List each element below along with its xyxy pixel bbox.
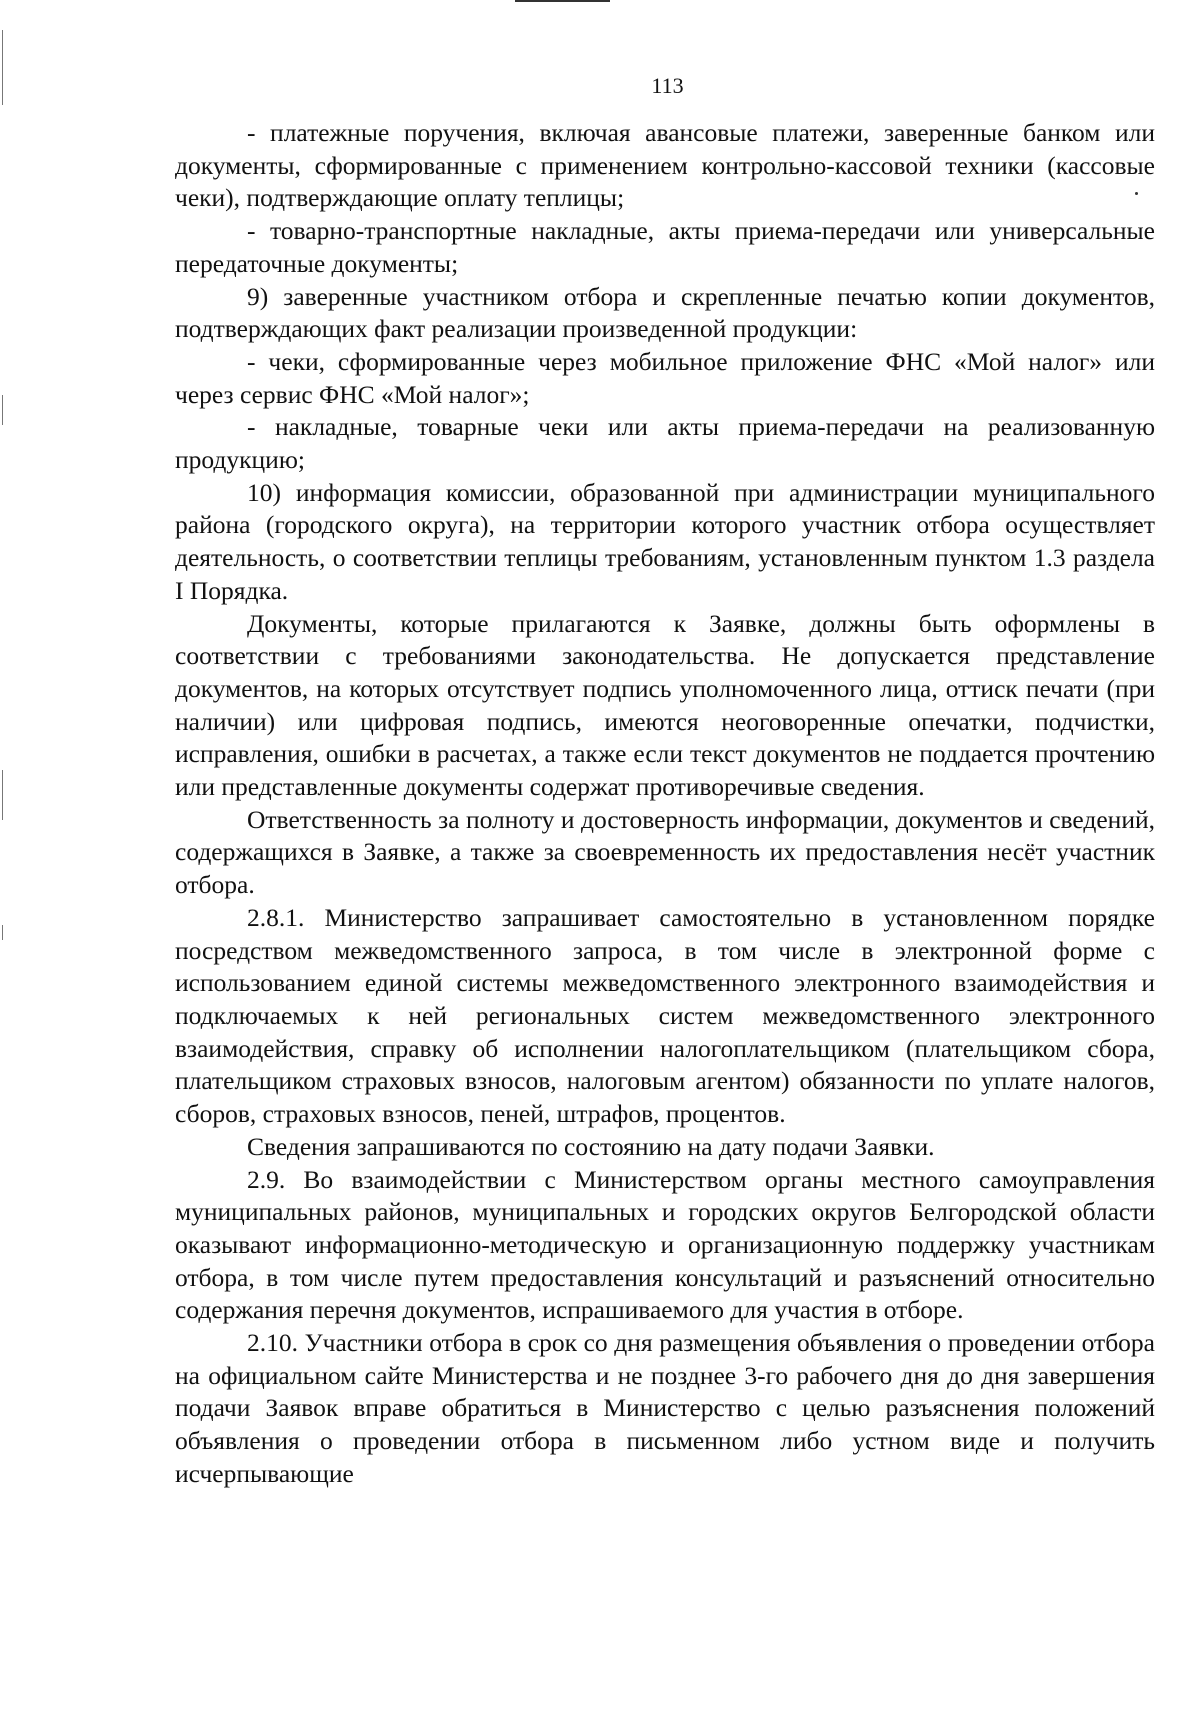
scan-left-edge-mark: [2, 925, 3, 940]
scan-left-edge-mark: [2, 395, 3, 425]
paragraph-waybills: - товарно-транспортные накладные, акты приема-передачи или универсальные передаточные документы;: [175, 216, 1155, 278]
paragraph-section-2-8-1: 2.8.1. Министерство запрашивает самостоятельно в установленном порядке посредством межведомственного запроса, в том числе в электронной форме с использованием единой системы межведомственного электронного взаимодействия и подключаемых к ней региональных систем межведомственного электронного взаимодействия, справку об исполнении налогоплательщиком (плательщиком сбора, плательщиком страховых взносов, налоговым агентом) обязанности по уплате налогов, сборов, страховых взносов, пеней, штрафов, процентов.: [175, 902, 1155, 1129]
paragraph-information-request-date: Сведения запрашиваются по состоянию на дату подачи Заявки.: [247, 1131, 935, 1161]
paragraph-document-requirements: Документы, которые прилагаются к Заявке, должны быть оформлены в соответствии с требованиями законодательства. Не допускается представление документов, на которых отсутствует подпись уполномоченного лица, оттиск печати (при наличии) или цифровая подпись, имеются неоговоренные опечатки, подчистки, исправления, ошибки в расчетах, а также если текст документов не поддается прочтению или представленные документы содержат противоречивые сведения.: [175, 608, 1155, 802]
paragraph-section-2-9: 2.9. Во взаимодействии с Министерством органы местного самоуправления муниципальных районов, муниципальных и городских округов Белгородской области оказывают информационно-методическую и организационную поддержку участникам отбора, в том числе путем предоставления консультаций и разъяснений относительно содержания перечня документов, испрашиваемого для участия в отборе.: [175, 1164, 1155, 1325]
paragraph-item-9: 9) заверенные участником отбора и скрепленные печатью копии документов, подтверждающих факт реализации произведенной продукции:: [175, 281, 1155, 344]
scan-left-edge-mark: [2, 770, 3, 820]
paragraph-section-2-10: 2.10. Участники отбора в срок со дня размещения объявления о проведении отбора на официальном сайте Министерства и не позднее 3-го рабочего дня до дня завершения подачи Заявок вправе обратиться в Министерство с целью разъяснения положений объявления о проведении отбора в письменном либо устном виде и получить исчерпывающие: [175, 1328, 1155, 1488]
paragraph-item-10: 10) информация комиссии, образованной при администрации муниципального района (городского округа), на территории которого участник отбора осуществляет деятельность, о соответствии теплицы требованиям, установленным пунктом 1.3 раздела I Порядка.: [175, 477, 1155, 605]
paragraph-receipts: - чеки, сформированные через мобильное приложение ФНС «Мой налог» или через сервис ФНС «Мой налог»;: [175, 346, 1155, 409]
paragraph-responsibility: Ответственность за полноту и достоверность информации, документов и сведений, содержащихся в Заявке, а также за своевременность их предоставления несёт участник отбора.: [175, 804, 1155, 900]
page-number: 113: [651, 73, 684, 98]
paragraph-invoices: - накладные, товарные чеки или акты приема-передачи на реализованную продукцию;: [175, 412, 1155, 475]
paragraph-payment-orders: - платежные поручения, включая авансовые платежи, заверенные банком или документы, сформированные с применением контрольно-кассовой техники (кассовые чеки), подтверждающие оплату теплицы;: [175, 118, 1155, 213]
scan-top-edge-line: [515, 0, 610, 2]
document-body: [175, 117, 1155, 1491]
